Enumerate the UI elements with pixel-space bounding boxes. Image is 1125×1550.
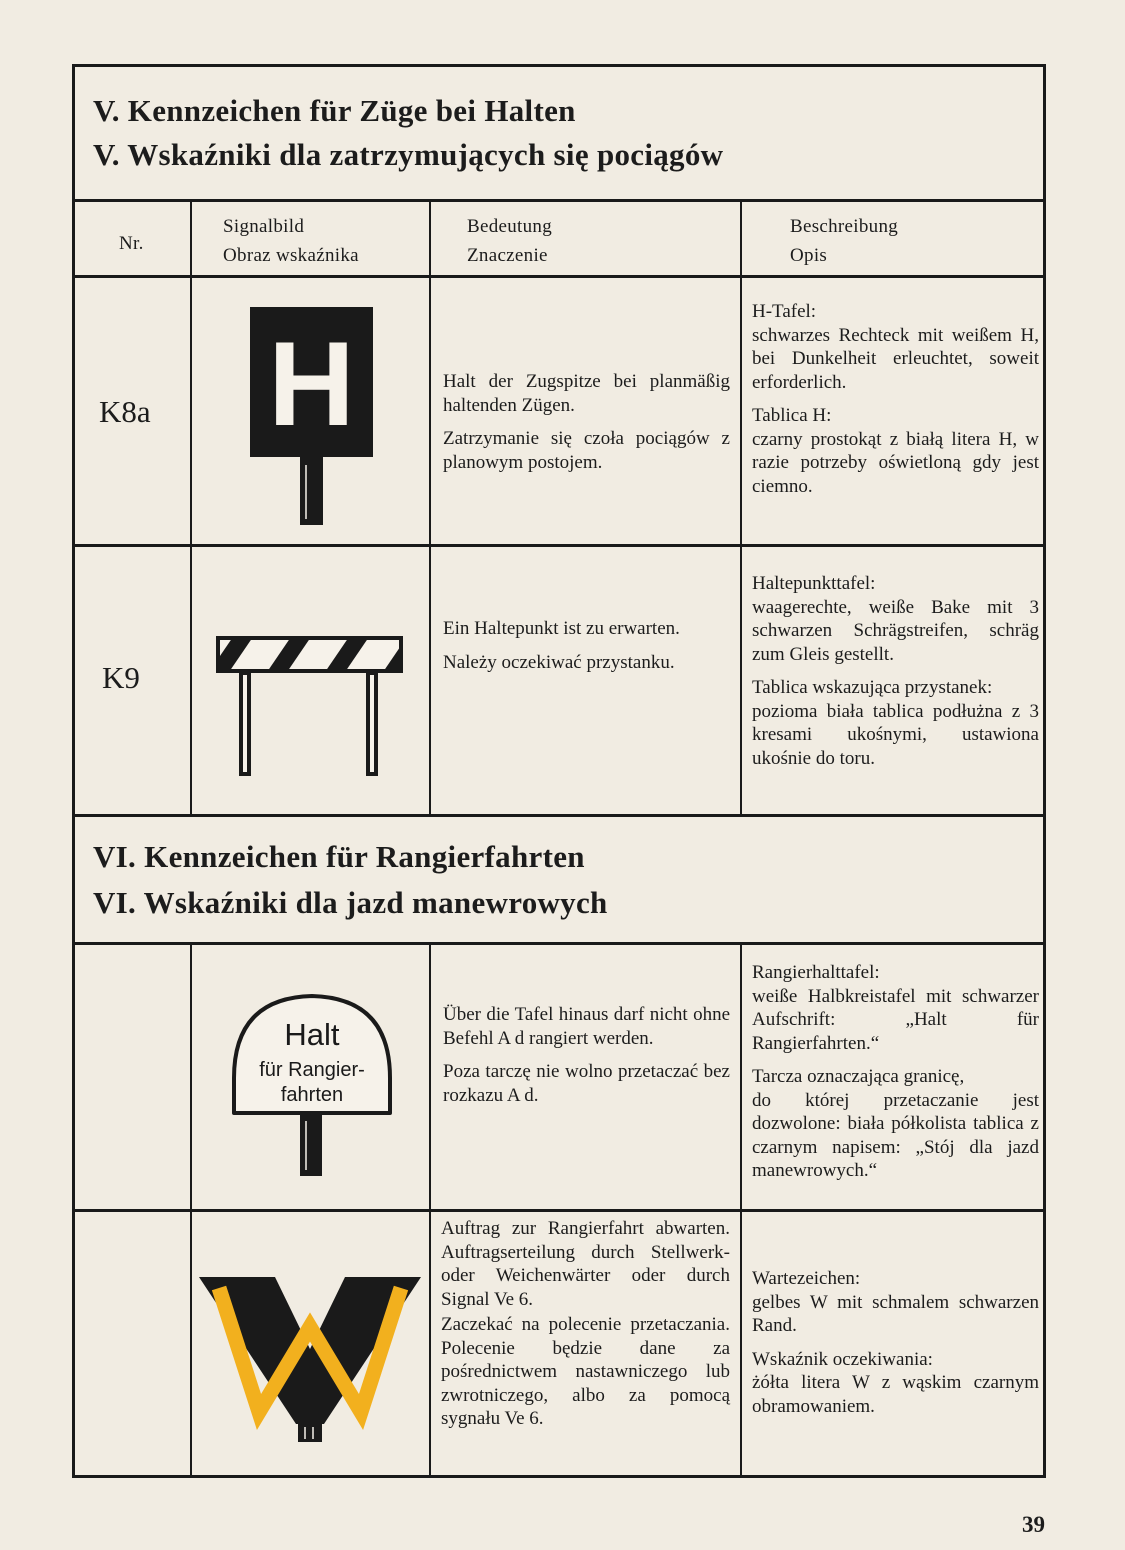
header-bedeutung-pl: Znaczenie xyxy=(467,245,548,266)
rule-below-k8a xyxy=(75,544,1043,547)
h-tafel-letter: H xyxy=(268,317,355,451)
row-desc-wartezeichen xyxy=(752,1267,1039,1428)
col-rule-2b xyxy=(429,944,431,1478)
wartezeichen-w-sign-icon xyxy=(199,1277,421,1457)
header-signalbild-pl: Obraz wskaźnika xyxy=(223,245,359,266)
signal-table-frame xyxy=(72,64,1046,1478)
desc-de: waagerechte, weiße Bake mit 3 schwarzen Schrägstreifen, schräg zum Gleis gestellt. xyxy=(752,596,1039,665)
row-desc-k8a xyxy=(752,300,1039,508)
rule-below-header xyxy=(75,275,1043,278)
desc-de-title: H-Tafel: xyxy=(752,301,817,322)
sign-line-halt: Halt xyxy=(284,1017,340,1052)
meaning-de: Ein Haltepunkt ist zu erwarten. xyxy=(443,618,680,639)
header-signalbild xyxy=(223,212,359,270)
header-signalbild-de: Signalbild xyxy=(223,216,305,237)
desc-pl: pozioma biała tablica podłużna z 3 kresami ukośnymi, ustawiona ukośnie do toru. xyxy=(752,700,1039,769)
header-beschreibung-pl: Opis xyxy=(790,245,828,266)
page-number: 39 xyxy=(1022,1512,1045,1537)
col-rule-1b xyxy=(190,944,192,1478)
rule-below-k9 xyxy=(75,814,1043,817)
row-meaning-wartezeichen xyxy=(441,1217,730,1441)
desc-pl-title: Tablica H: xyxy=(752,405,832,426)
rule-below-section-vi-title xyxy=(75,942,1043,945)
desc-pl-title: Tarcza oznaczająca granicę, xyxy=(752,1066,965,1087)
section-vi-title-pl: VI. Wskaźniki dla jazd manewrowych xyxy=(93,885,608,920)
desc-de-title: Haltepunkttafel: xyxy=(752,573,876,594)
meaning-pl: Poza tarczę nie wolno przetaczać bez rozkazu A d. xyxy=(443,1061,730,1106)
row-nr-k8a: K8a xyxy=(99,394,151,429)
row-meaning-k9 xyxy=(443,617,730,684)
section-v-title-de: V. Kennzeichen für Züge bei Halten xyxy=(93,93,576,128)
desc-de: schwarzes Rechteck mit weißem H, bei Dunkelheit erleuchtet, soweit erforderlich. xyxy=(752,324,1039,393)
desc-pl: czarny prostokąt z białą litera H, w razie potrzeby oświetloną gdy jest ciemno. xyxy=(752,428,1039,497)
sign-line-rangier: für Rangier- xyxy=(259,1059,365,1081)
desc-pl: do której przetaczanie jest dozwolone: biała półkolista tablica z czarnym napisem: „Stój dla jazd manewrowych.“ xyxy=(752,1089,1039,1181)
col-rule-1a xyxy=(190,201,192,814)
col-rule-2a xyxy=(429,201,431,814)
desc-pl-title: Wskaźnik oczekiwania: xyxy=(752,1348,933,1370)
rule-below-rangierhalt xyxy=(75,1209,1043,1212)
section-v-title-pl: V. Wskaźniki dla zatrzymujących się pociągów xyxy=(93,137,724,172)
desc-de: weiße Halbkreistafel mit schwarzer Aufschrift: „Halt für Rangierfahrten.“ xyxy=(752,985,1039,1054)
w-sign-letter: W xyxy=(309,1312,311,1313)
meaning-de: Halt der Zugspitze bei planmäßig haltenden Zügen. xyxy=(443,371,730,416)
header-bedeutung xyxy=(467,212,552,270)
row-desc-rangierhalt xyxy=(752,961,1039,1193)
header-beschreibung xyxy=(790,212,898,270)
row-desc-k9 xyxy=(752,572,1039,780)
desc-de-title: Wartezeichen: xyxy=(752,1268,861,1289)
meaning-pl: Należy oczekiwać przystanku. xyxy=(443,651,675,673)
meaning-pl: Zatrzymanie się czoła pociągów z planowym postojem. xyxy=(443,428,730,473)
h-tafel-sign-icon xyxy=(250,307,375,529)
sign-line-fahrten: fahrten xyxy=(280,1084,344,1106)
meaning-pl: Zaczekać na polecenie przetaczania. Polecenie będzie dane za pośrednictwem nastawniczego lub zwrotniczego, albo za pomocą sygnału Ve 6. xyxy=(441,1314,730,1429)
rule-below-section-v-title xyxy=(75,199,1043,202)
meaning-de: Über die Tafel hinaus darf nicht ohne Befehl A d rangiert werden. xyxy=(443,1004,730,1049)
row-meaning-rangierhalt xyxy=(443,1003,730,1117)
row-nr-k9: K9 xyxy=(102,660,140,695)
col-rule-3b xyxy=(740,944,742,1478)
header-bedeutung-de: Bedeutung xyxy=(467,216,553,237)
meaning-de: Auftrag zur Rangierfahrt abwarten. Auftragserteilung durch Stellwerk- oder Weichenwärter oder durch Signal Ve 6. xyxy=(441,1218,730,1310)
desc-pl-title: Tablica wskazująca przystanek: xyxy=(752,677,993,698)
header-beschreibung-de: Beschreibung xyxy=(790,216,899,237)
haltepunkttafel-sign-icon xyxy=(215,635,410,780)
header-nr: Nr. xyxy=(119,233,144,254)
rangierhalttafel-sign-icon xyxy=(230,990,395,1180)
col-rule-3a xyxy=(740,201,742,814)
desc-de: gelbes W mit schmalem schwarzen Rand. xyxy=(752,1291,1039,1336)
row-meaning-k8a xyxy=(443,370,730,484)
desc-pl: żółta litera W z wąskim czarnym obramowaniem. xyxy=(752,1372,1039,1417)
section-vi-title-de: VI. Kennzeichen für Rangierfahrten xyxy=(93,839,585,874)
desc-de-title: Rangierhalttafel: xyxy=(752,962,880,983)
